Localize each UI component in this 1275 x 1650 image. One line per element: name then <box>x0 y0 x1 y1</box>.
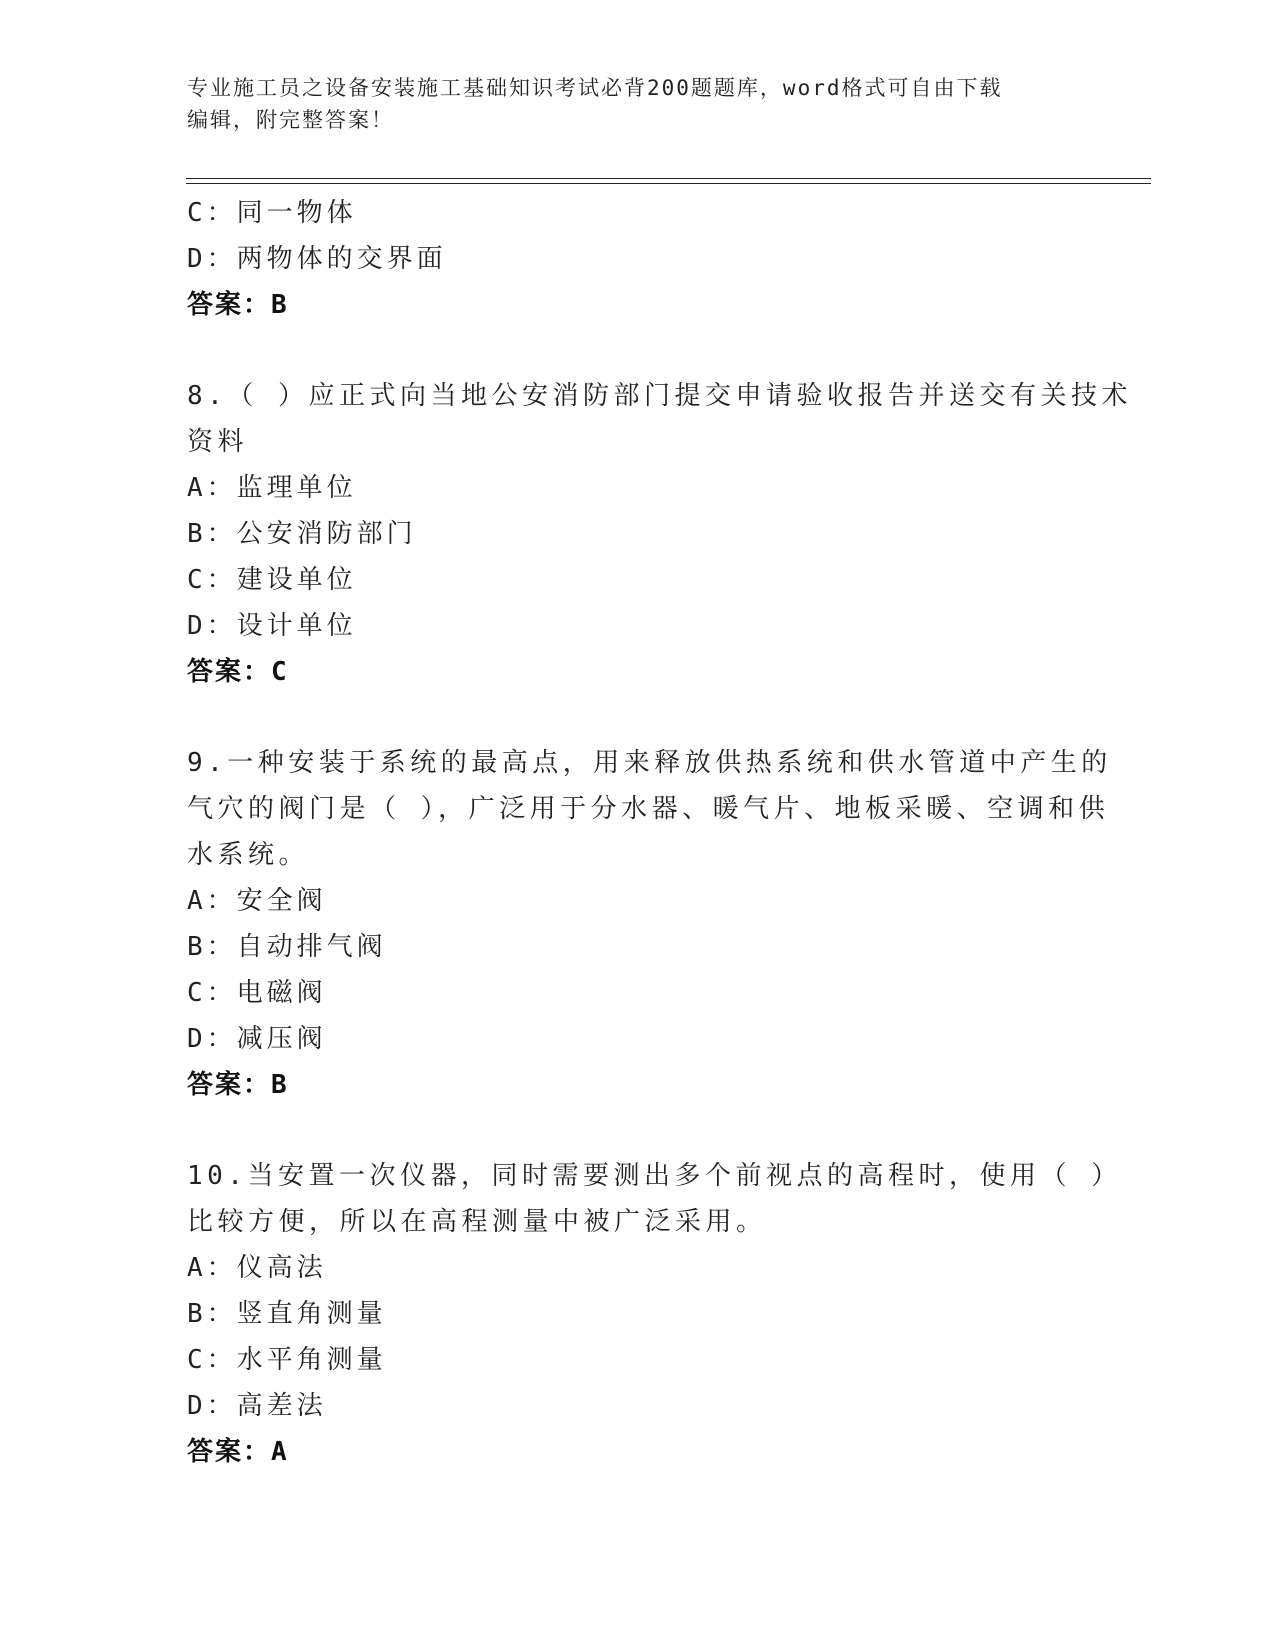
option-d <box>187 236 1087 282</box>
option-label: A： <box>187 473 237 503</box>
option-text: 设计单位 <box>236 611 357 641</box>
answer: 答案：B <box>187 1070 289 1100</box>
option-label: A： <box>187 1253 237 1283</box>
option-b <box>187 924 1087 970</box>
option-text: 水平角测量 <box>236 1345 387 1375</box>
header-divider-bottom <box>186 183 1151 184</box>
option-d <box>187 603 1087 649</box>
option-label: D： <box>187 611 237 641</box>
option-label: B： <box>187 519 237 549</box>
option-label: D： <box>187 1391 237 1421</box>
option-text: 两物体的交界面 <box>236 244 447 274</box>
answer: 答案：C <box>187 657 289 687</box>
question-text-line: 8.（ ）应正式向当地公安消防部门提交申请验收报告并送交有关技术 <box>187 381 1132 411</box>
option-text: 同一物体 <box>236 198 357 228</box>
question-block-10 <box>187 1153 1122 1475</box>
option-label: C： <box>187 1345 237 1375</box>
header-divider-top <box>186 178 1151 179</box>
option-c <box>187 190 1087 236</box>
option-text: 仪高法 <box>236 1253 327 1283</box>
option-d <box>187 1016 1087 1062</box>
question-block-partial <box>187 190 1087 328</box>
option-b <box>187 511 1087 557</box>
question-text-line: 10.当安置一次仪器，同时需要测出多个前视点的高程时，使用（ ） <box>187 1161 1122 1191</box>
header-line-2: 编辑，附完整答案！ <box>187 108 394 132</box>
option-label: A： <box>187 886 237 916</box>
question-text-line: 水系统。 <box>187 840 310 870</box>
question-text-line: 比较方便，所以在高程测量中被广泛采用。 <box>187 1207 767 1237</box>
document-header <box>187 72 1087 136</box>
option-a <box>187 878 1087 924</box>
option-label: C： <box>187 198 237 228</box>
option-text: 电磁阀 <box>236 978 327 1008</box>
option-label: C： <box>187 565 237 595</box>
option-text: 公安消防部门 <box>236 519 417 549</box>
option-c <box>187 970 1087 1016</box>
question-list <box>187 190 1132 1475</box>
option-text: 建设单位 <box>236 565 357 595</box>
answer: 答案：A <box>187 1437 289 1467</box>
option-b <box>187 1291 1087 1337</box>
option-text: 竖直角测量 <box>236 1299 387 1329</box>
header-line-1: 专业施工员之设备安装施工基础知识考试必背200题题库，word格式可自由下载 <box>187 76 1003 100</box>
option-label: D： <box>187 244 237 274</box>
option-a <box>187 1245 1087 1291</box>
question-block-8 <box>187 373 1132 695</box>
spacer <box>187 695 1087 740</box>
option-a <box>187 465 1087 511</box>
option-text: 高差法 <box>236 1391 327 1421</box>
option-text: 安全阀 <box>236 886 327 916</box>
option-c <box>187 557 1087 603</box>
spacer <box>187 328 1087 373</box>
option-label: B： <box>187 1299 237 1329</box>
question-text-line: 资料 <box>187 427 249 457</box>
option-c <box>187 1337 1087 1383</box>
option-label: B： <box>187 932 237 962</box>
option-label: D： <box>187 1024 237 1054</box>
option-text: 自动排气阀 <box>236 932 387 962</box>
option-d <box>187 1383 1087 1429</box>
option-text: 监理单位 <box>236 473 357 503</box>
spacer <box>187 1108 1087 1153</box>
question-block-9 <box>187 740 1112 1108</box>
question-text-line: 气穴的阀门是（ ），广泛用于分水器、暖气片、地板采暖、空调和供 <box>187 794 1110 824</box>
answer: 答案：B <box>187 290 289 320</box>
option-label: C： <box>187 978 237 1008</box>
question-text-line: 9.一种安装于系统的最高点，用来释放供热系统和供水管道中产生的 <box>187 748 1112 778</box>
option-text: 减压阀 <box>236 1024 327 1054</box>
